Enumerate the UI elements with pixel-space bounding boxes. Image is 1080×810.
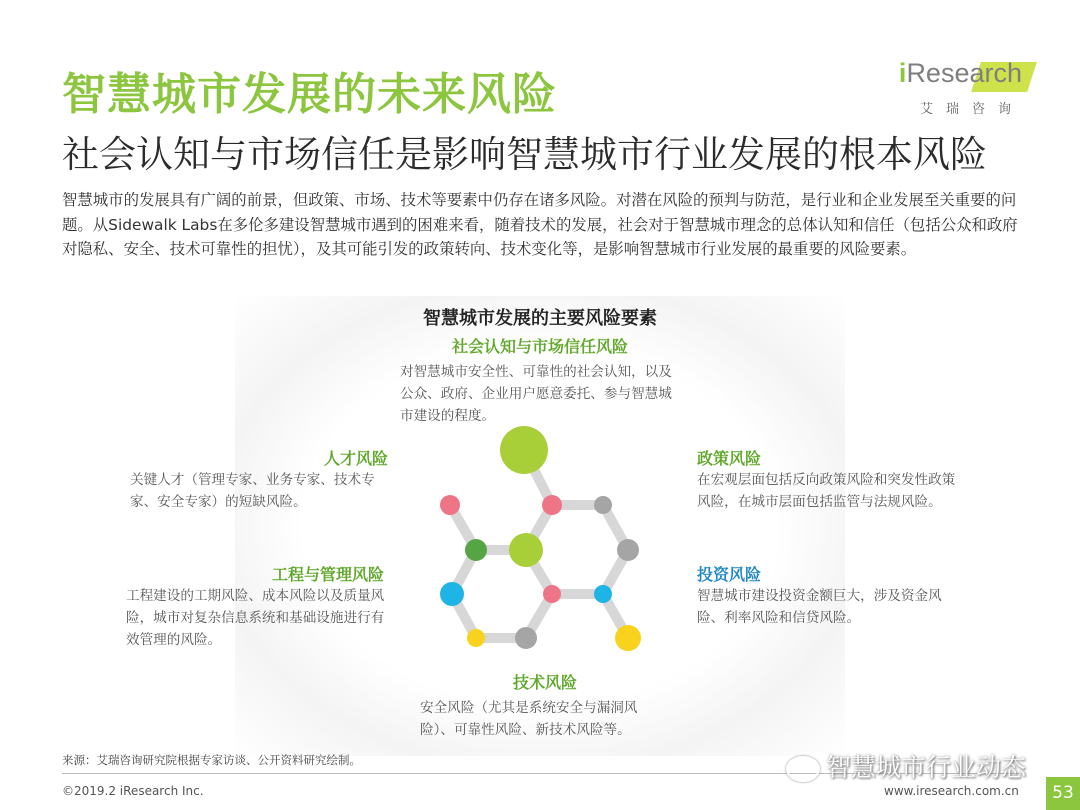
risk-block-social [400, 334, 680, 427]
risk-title-talent: 人才风险 [323, 449, 388, 468]
page-title: 智慧城市发展的未来风险 [62, 69, 557, 120]
atom-yellow [467, 629, 485, 647]
risk-desc-policy: 在宏观层面包括反向政策风险和突发性政策风险，在城市层面包括监管与法规风险。 [697, 472, 956, 510]
risk-block-policy [697, 446, 962, 513]
watermark-text: 智慧城市行业动态 [826, 753, 1027, 782]
atom-cyan [594, 585, 612, 603]
logo-chinese-text: 艾瑞咨询 [919, 102, 1024, 117]
source-note: 来源：艾瑞咨询研究院根据专家访谈、公开资料研究绘制。 [62, 753, 361, 767]
risk-block-technology [420, 670, 670, 741]
risk-title-engineering: 工程与管理风险 [271, 565, 384, 584]
website-link[interactable]: www.iresearch.com.cn [884, 784, 1019, 798]
atom-gray [515, 627, 537, 649]
risk-title-policy: 政策风险 [697, 449, 762, 468]
page-subtitle: 社会认知与市场信任是影响智慧城市行业发展的根本风险 [62, 133, 987, 176]
diagram-title: 智慧城市发展的主要风险要素 [423, 308, 657, 329]
risk-block-engineering [126, 562, 388, 651]
molecule-diagram [420, 420, 660, 660]
atom-gray [594, 496, 612, 514]
atom-gray [617, 539, 639, 561]
iresearch-logo [892, 58, 1032, 124]
risk-desc-engineering: 工程建设的工期风险、成本风险以及质量风险，城市对复杂信息系统和基础设施进行有效管理的风险。 [126, 588, 385, 648]
atom-lime [509, 533, 543, 567]
atom-pink [542, 495, 562, 515]
copyright: ©2019.2 iResearch Inc. [62, 784, 204, 798]
atom-pink [543, 585, 561, 603]
atom-dark-green [465, 539, 487, 561]
atom-pink [440, 495, 460, 515]
risk-desc-social: 对智慧城市安全性、可靠性的社会认知，以及公众、政府、企业用户愿意委托、参与智慧城市建设的程度。 [400, 364, 672, 424]
risk-desc-technology: 安全风险（尤其是系统安全与漏洞风险）、可靠性风险、新技术风险等。 [420, 700, 638, 738]
page-number: 53 [1046, 777, 1080, 810]
risk-title-technology: 技术风险 [512, 673, 577, 692]
risk-desc-talent: 关键人才（管理专家、业务专家、技术专家、安全专家）的短缺风险。 [130, 472, 375, 510]
intro-paragraph: 智慧城市的发展具有广阔的前景，但政策、市场、技术等要素中仍存在诸多风险。对潜在风险的预判与防范，是行业和企业发展至关重要的问题。从Sidewalk Labs在多伦多建设智慧城市遇到的困难来看，随着技术的发展，社会对于智慧城市理念的总体认知和信任（包括公众和政府对隐私、安全、技术可靠性的担忧），及其可能引发的政策转向、技术变化等，是影响智慧城市行业发展的最重要的风险要素。 [62, 191, 1018, 258]
risk-desc-investment: 智慧城市建设投资金额巨大，涉及资金风险、利率风险和信贷风险。 [697, 588, 942, 626]
risk-block-investment [697, 562, 962, 629]
risk-title-investment: 投资风险 [697, 565, 762, 584]
risk-block-talent [130, 446, 392, 513]
atom-large-lime [500, 426, 548, 474]
atom-yellow [615, 625, 641, 651]
risk-title-social: 社会认知与市场信任风险 [451, 337, 628, 356]
wechat-icon [786, 756, 820, 782]
watermark [786, 748, 1026, 784]
atom-cyan [440, 582, 464, 606]
logo-brand-text: iResearch [898, 58, 1022, 88]
